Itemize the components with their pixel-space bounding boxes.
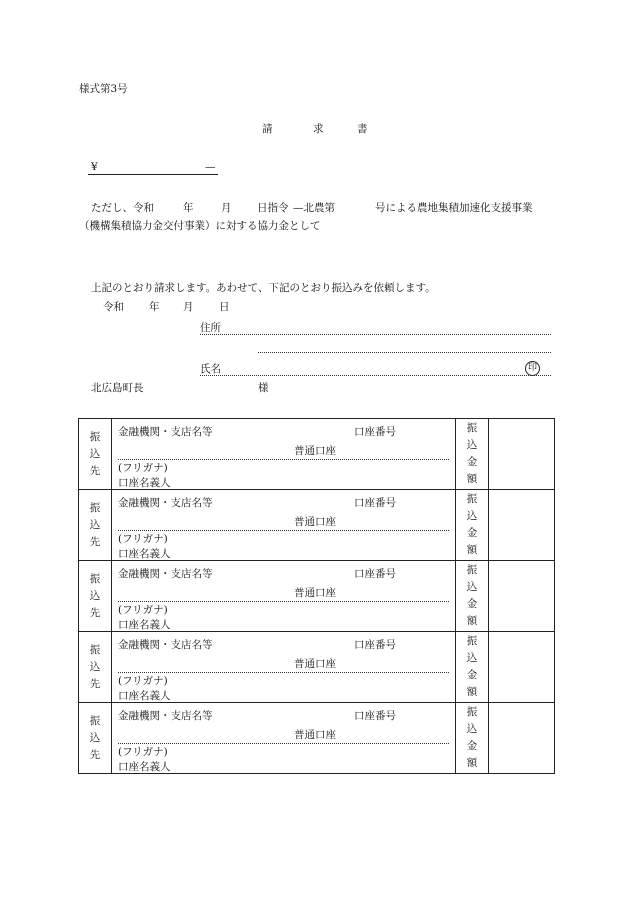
transfer-amount-label (456, 490, 489, 561)
account-holder-label: 口座名義人 (118, 619, 171, 631)
transfer-row (79, 419, 555, 490)
amount-label-char: 額 (466, 757, 478, 769)
name-line[interactable] (200, 375, 551, 376)
bank-row (118, 425, 449, 460)
transfer-to-label (79, 561, 112, 632)
transfer-amount-label (456, 419, 489, 490)
address-label: 住所 (200, 322, 221, 334)
body-prefix: ただし、令和 (91, 202, 154, 214)
account-holder-label: 口座名義人 (118, 477, 171, 489)
request-text: 上記のとおり請求します。あわせて、下記のとおり振込みを依頼します。 (91, 282, 436, 294)
transfer-row (79, 490, 555, 561)
transfer-label-char: 振 (89, 714, 101, 727)
bank-row (118, 496, 449, 531)
transfer-amount-value[interactable] (489, 632, 555, 703)
furigana-label: (フリガナ) (118, 675, 168, 687)
date-era: 令和 (103, 301, 124, 313)
address-line-2[interactable] (258, 352, 551, 353)
body-line2: （機構集積協力金交付事業）に対する協力金として (79, 220, 321, 232)
amount-label-char: 振 (466, 564, 478, 576)
furigana-label: (フリガナ) (118, 604, 168, 616)
date-year: 年 (149, 301, 160, 313)
transfer-amount-value[interactable] (489, 561, 555, 632)
form-number: 様式第3号 (79, 83, 128, 95)
transfer-row (79, 703, 555, 774)
account-number-label: 口座番号 (354, 639, 396, 651)
transfer-table (78, 418, 555, 774)
transfer-label-char: 込 (89, 660, 101, 673)
bank-info-cell[interactable] (112, 632, 456, 703)
transfer-amount-value[interactable] (489, 419, 555, 490)
bank-info-cell[interactable] (112, 703, 456, 774)
account-holder-label: 口座名義人 (118, 761, 171, 773)
amount-label-char: 込 (466, 581, 478, 593)
account-holder-label: 口座名義人 (118, 690, 171, 702)
transfer-label-char: 振 (89, 430, 101, 443)
name-label: 氏名 (200, 363, 221, 375)
transfer-label-char: 振 (89, 572, 101, 585)
transfer-to-label (79, 490, 112, 561)
transfer-label-char: 込 (89, 518, 101, 531)
amount-label-char: 金 (466, 740, 478, 752)
transfer-to-label (79, 632, 112, 703)
transfer-label-char: 先 (89, 464, 101, 477)
bank-info-cell[interactable] (112, 490, 456, 561)
body-month: 月 (221, 202, 232, 214)
amount-label-char: 金 (466, 669, 478, 681)
transfer-row (79, 561, 555, 632)
transfer-amount-label (456, 703, 489, 774)
account-number-label: 口座番号 (354, 568, 396, 580)
title-char-2: 求 (313, 123, 324, 135)
amount-label-char: 金 (466, 598, 478, 610)
transfer-to-label (79, 419, 112, 490)
account-type: 普通口座 (294, 658, 336, 670)
amount-label-char: 込 (466, 652, 478, 664)
title-char-3: 書 (357, 123, 368, 135)
transfer-label-char: 先 (89, 748, 101, 761)
transfer-label-char: 先 (89, 677, 101, 690)
transfer-amount-label (456, 632, 489, 703)
transfer-amount-value[interactable] (489, 490, 555, 561)
transfer-label-char: 込 (89, 447, 101, 460)
furigana-label: (フリガナ) (118, 746, 168, 758)
transfer-label-char: 先 (89, 535, 101, 548)
account-type: 普通口座 (294, 516, 336, 528)
transfer-row (79, 632, 555, 703)
amount-label-char: 額 (466, 686, 478, 698)
transfer-label-char: 込 (89, 731, 101, 744)
transfer-label-char: 振 (89, 643, 101, 656)
amount-label-char: 額 (466, 544, 478, 556)
furigana-label: (フリガナ) (118, 533, 168, 545)
addressee-name: 北広島町長 (91, 382, 144, 394)
bank-row (118, 638, 449, 673)
seal-mark: 印 (525, 361, 540, 376)
yen-mark: ¥ (91, 161, 98, 173)
account-type: 普通口座 (294, 445, 336, 457)
amount-label-char: 額 (466, 615, 478, 627)
body-year: 年 (183, 202, 194, 214)
account-type: 普通口座 (294, 587, 336, 599)
amount-label-char: 金 (466, 456, 478, 468)
amount-label-char: 込 (466, 510, 478, 522)
account-number-label: 口座番号 (354, 497, 396, 509)
body-day: 日指令 (257, 202, 289, 214)
bank-info-cell[interactable] (112, 419, 456, 490)
amount-label-char: 振 (466, 635, 478, 647)
address-line[interactable] (200, 334, 551, 335)
amount-label-char: 込 (466, 723, 478, 735)
amount-label-char: 込 (466, 439, 478, 451)
account-number-label: 口座番号 (354, 710, 396, 722)
transfer-label-char: 込 (89, 589, 101, 602)
transfer-label-char: 先 (89, 606, 101, 619)
amount-label-char: 振 (466, 706, 478, 718)
bank-label: 金融機関・支店名等 (118, 568, 213, 580)
date-day: 日 (219, 301, 230, 313)
title-char-1: 請 (262, 123, 273, 135)
amount-underline (88, 174, 218, 175)
bank-label: 金融機関・支店名等 (118, 497, 213, 509)
account-holder-label: 口座名義人 (118, 548, 171, 560)
bank-label: 金融機関・支店名等 (118, 710, 213, 722)
amount-label-char: 振 (466, 422, 478, 434)
amount-label-char: 額 (466, 473, 478, 485)
date-month: 月 (183, 301, 194, 313)
bank-info-cell[interactable] (112, 561, 456, 632)
amount-dash: — (205, 161, 216, 173)
body-suffix: 号による農地集積加速化支援事業 (375, 202, 533, 214)
bank-row (118, 709, 449, 744)
addressee-honorific: 様 (258, 382, 269, 394)
bank-label: 金融機関・支店名等 (118, 426, 213, 438)
transfer-label-char: 振 (89, 501, 101, 514)
furigana-label: (フリガナ) (118, 462, 168, 474)
account-number-label: 口座番号 (354, 426, 396, 438)
transfer-to-label (79, 703, 112, 774)
body-dept: —北農第 (293, 202, 335, 214)
bank-label: 金融機関・支店名等 (118, 639, 213, 651)
amount-label-char: 金 (466, 527, 478, 539)
bank-row (118, 567, 449, 602)
transfer-amount-label (456, 561, 489, 632)
transfer-amount-value[interactable] (489, 703, 555, 774)
amount-label-char: 振 (466, 493, 478, 505)
account-type: 普通口座 (294, 729, 336, 741)
